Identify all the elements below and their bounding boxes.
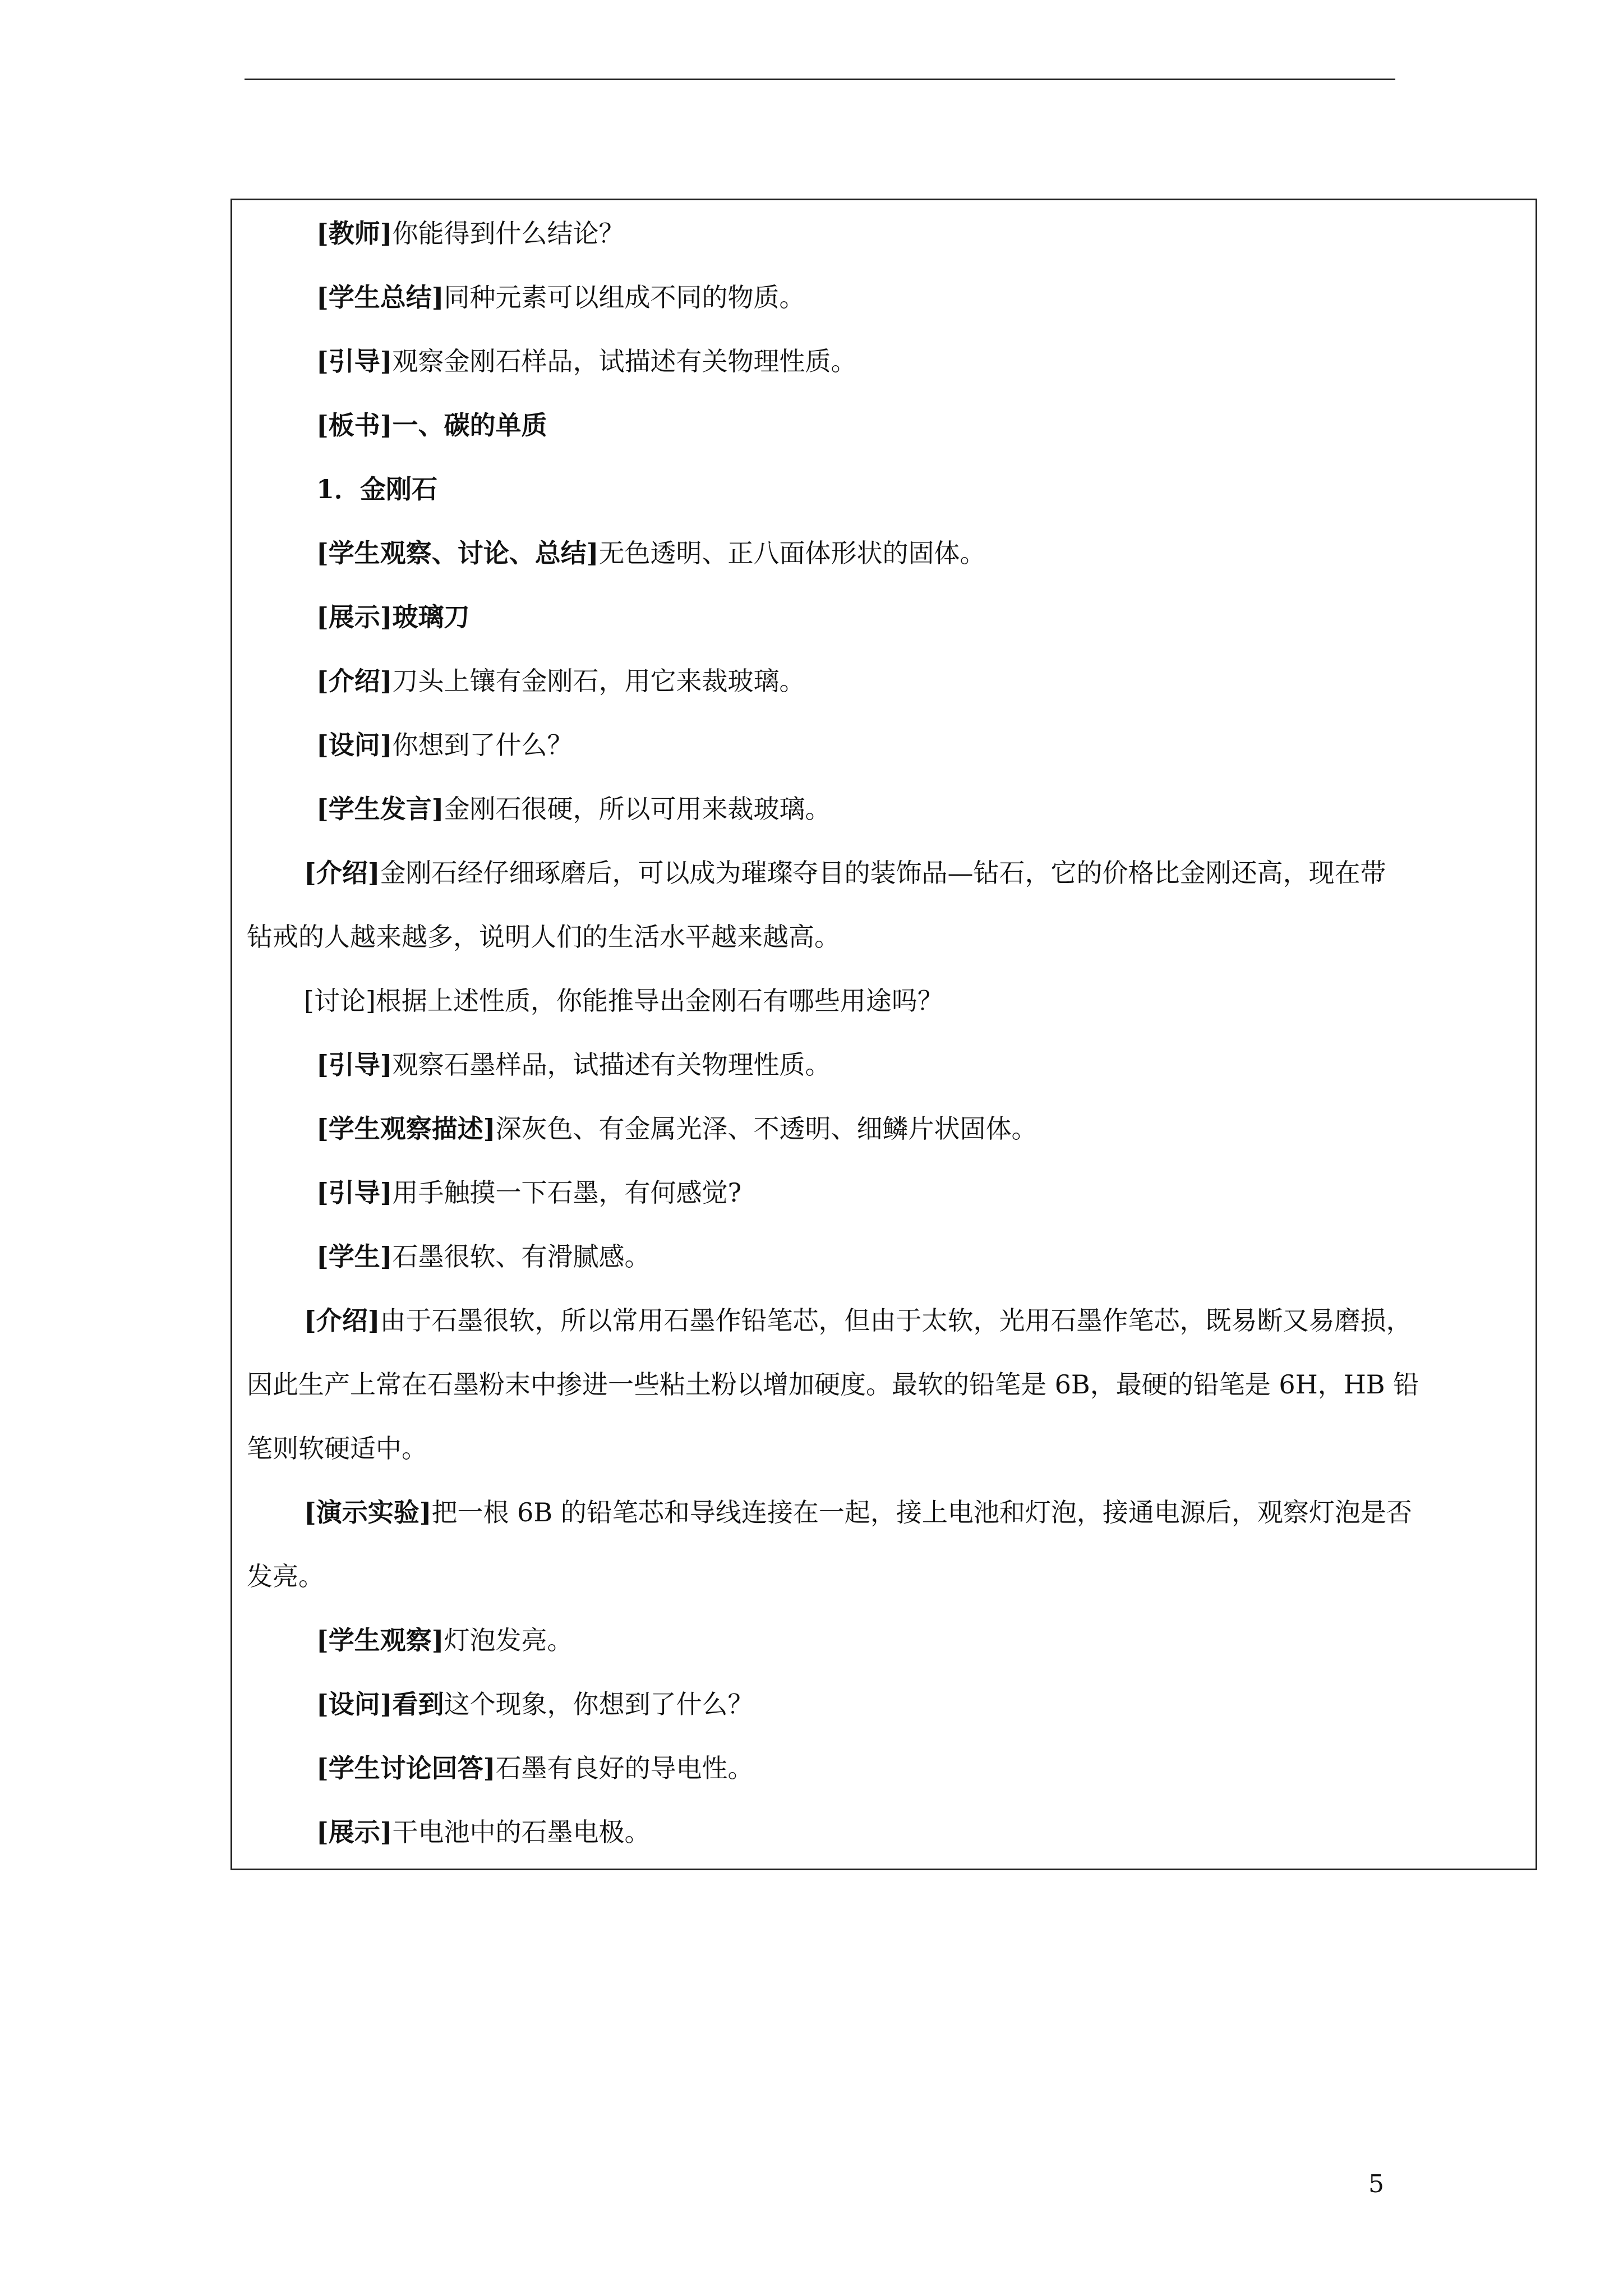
line-text: 1．金刚石	[316, 474, 438, 504]
line-intro-pencil	[232, 1305, 1536, 1336]
line-guide-graphite	[232, 1052, 1536, 1078]
line-text: 观察金刚石样品，试描述有关物理性质。	[392, 346, 857, 376]
line-show-glass-cutter	[232, 604, 1536, 630]
line-text: 观察石墨样品，试描述有关物理性质。	[392, 1050, 831, 1080]
line-question-phenomenon	[232, 1691, 1536, 1717]
line-tag: [学生讨论回答]	[316, 1753, 496, 1783]
line-tag: [教师]	[316, 218, 393, 249]
line-intro-pencil-cont	[232, 1369, 1536, 1400]
line-student-soft	[232, 1241, 1536, 1272]
line-text: 一、碳的单质	[392, 410, 547, 440]
line-text: 石墨很软、有滑腻感。	[392, 1241, 651, 1272]
line-text: 同种元素可以组成不同的物质。	[444, 282, 805, 312]
line-student-describe	[232, 1116, 1536, 1142]
line-discussion	[232, 988, 1536, 1014]
line-show-electrode	[232, 1819, 1536, 1845]
line-tag: [介绍]	[304, 858, 380, 888]
line-question-think	[232, 732, 1536, 758]
line-text: 干电池中的石墨电极。	[392, 1817, 651, 1847]
line-text: 金刚石经仔细琢磨后，可以成为璀璨夺目的装饰品—钻石，它的价格比金刚还高，现在带	[380, 858, 1386, 888]
line-text: 无色透明、正八面体形状的固体。	[598, 538, 986, 568]
line-text: 由于石墨很软，所以常用石墨作铅笔芯，但由于太软，光用石墨作笔芯，既易断又易磨损，	[380, 1305, 1412, 1336]
header-rule	[245, 79, 1395, 80]
line-guide-diamond	[232, 348, 1536, 374]
line-tag: [介绍]	[304, 1305, 380, 1336]
line-tag: [引导]	[316, 1050, 393, 1080]
line-tag: [引导]	[316, 346, 393, 376]
line-diamond-heading	[232, 476, 1536, 502]
line-tag: [介绍]	[316, 666, 393, 696]
line-text: 石墨有良好的导电性。	[495, 1753, 754, 1783]
line-tag: [学生观察]	[316, 1625, 444, 1655]
line-guide-touch	[232, 1177, 1536, 1208]
line-tag: [展示]	[316, 1817, 393, 1847]
line-demo-experiment-cont	[232, 1563, 1536, 1589]
line-text: 笔则软硬适中。	[247, 1433, 427, 1464]
line-text: 这个现象，你想到了什么？	[444, 1689, 754, 1719]
line-text: 灯泡发亮。	[444, 1625, 573, 1655]
line-board-heading	[232, 412, 1536, 438]
line-intro-cutter	[232, 668, 1536, 694]
line-text: 你想到了什么？	[392, 730, 573, 760]
line-tag: [设问]	[316, 730, 393, 760]
line-text: 钻戒的人越来越多，说明人们的生活水平越来越高。	[247, 922, 840, 952]
line-intro-diamond-jewel-cont	[232, 924, 1536, 950]
line-text: 发亮。	[247, 1561, 324, 1591]
line-teacher-question	[232, 218, 1536, 249]
line-student-observe-bulb	[232, 1627, 1536, 1653]
line-text: 把一根 6B 的铅笔芯和导线连接在一起，接上电池和灯泡，接通电源后，观察灯泡是否	[431, 1497, 1412, 1527]
line-tag: [板书]	[316, 410, 393, 440]
line-text: 金刚石很硬，所以可用来裁玻璃。	[444, 794, 831, 824]
line-tag: [学生观察、讨论、总结]	[316, 538, 599, 568]
line-text: 玻璃刀	[392, 602, 470, 632]
line-text: 因此生产上常在石墨粉末中掺进一些粘土粉以增加硬度。最软的铅笔是 6B，最硬的铅笔是 6H，HB 铅	[247, 1369, 1419, 1400]
line-tag: [学生观察描述]	[316, 1114, 496, 1144]
line-text: 深灰色、有金属光泽、不透明、细鳞片状固体。	[495, 1114, 1038, 1144]
line-text: 你能得到什么结论？	[392, 218, 625, 249]
line-demo-experiment	[232, 1499, 1536, 1525]
line-tag: [设问]看到	[316, 1689, 444, 1719]
line-intro-diamond-jewel	[232, 860, 1536, 886]
line-student-speak	[232, 796, 1536, 822]
line-intro-pencil-end	[232, 1433, 1536, 1464]
line-tag: [演示实验]	[304, 1497, 432, 1527]
line-student-observe	[232, 540, 1536, 566]
line-tag: [展示]	[316, 602, 393, 632]
page-number: 5	[1368, 2170, 1384, 2198]
line-student-summary	[232, 284, 1536, 310]
line-student-answer	[232, 1755, 1536, 1781]
line-text: 用手触摸一下石墨，有何感觉?	[392, 1177, 742, 1208]
line-tag: [引导]	[316, 1177, 393, 1208]
line-tag: [学生]	[316, 1241, 393, 1272]
lesson-content-box	[230, 199, 1537, 1870]
line-tag: [学生发言]	[316, 794, 444, 824]
line-text: 刀头上镶有金刚石，用它来裁玻璃。	[392, 666, 805, 696]
line-tag: [学生总结]	[316, 282, 444, 312]
line-text: [讨论]根据上述性质，你能推导出金刚石有哪些用途吗？	[304, 986, 943, 1016]
